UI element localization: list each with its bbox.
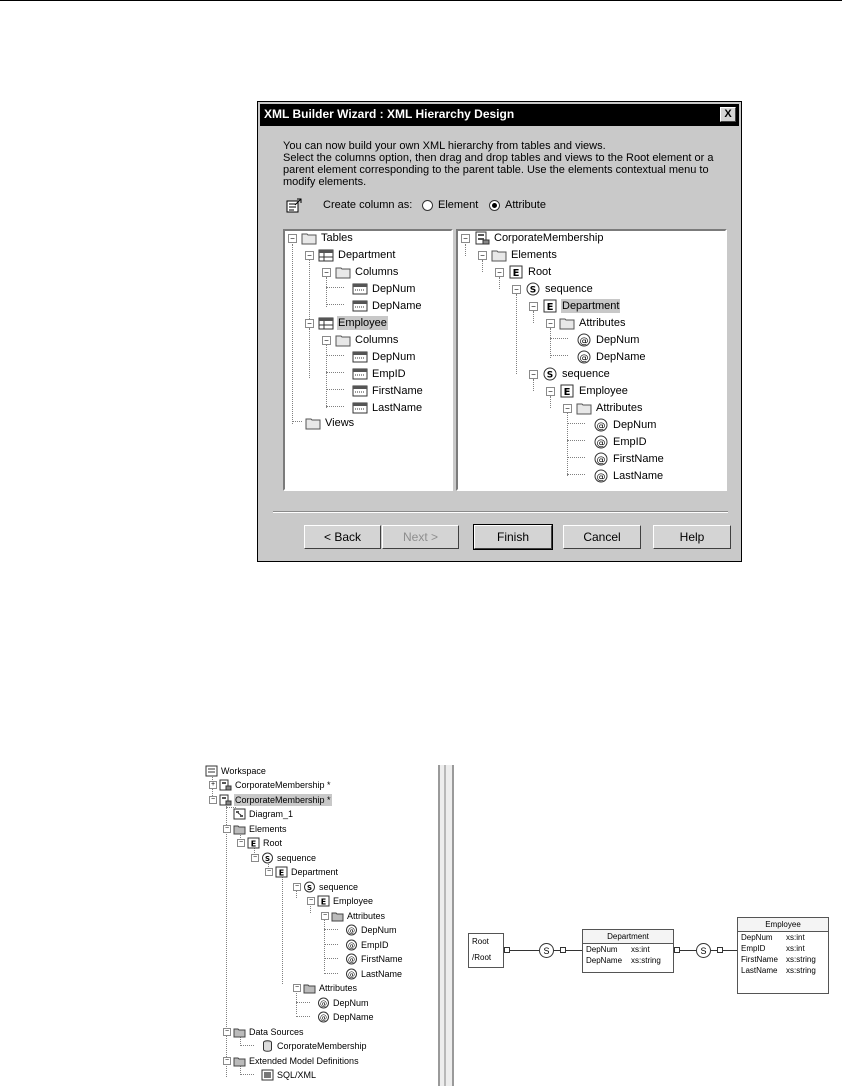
department-element-box[interactable] <box>582 929 674 973</box>
collapse-icon[interactable]: − <box>322 336 331 345</box>
collapse-icon[interactable]: − <box>461 234 470 243</box>
attribute-icon <box>317 997 330 1009</box>
collapse-icon[interactable]: − <box>478 251 487 260</box>
sequence-icon <box>303 881 316 893</box>
collapse-icon[interactable]: − <box>294 984 300 991</box>
table-icon <box>318 316 334 330</box>
collapse-icon[interactable]: − <box>546 319 555 328</box>
tree-label: DepNum <box>372 351 416 363</box>
connector-line <box>510 950 539 951</box>
tree-label: DepNum <box>372 283 416 295</box>
cancel-button[interactable]: Cancel <box>563 525 641 549</box>
tree-label: Root <box>263 838 283 848</box>
instruction-line-3: parent element corresponding to the parent table. Use the elements contextual menu to <box>283 164 709 176</box>
tree-label: FirstName <box>361 954 403 964</box>
svg-text:@: @ <box>579 336 589 347</box>
sequence-icon <box>542 367 558 381</box>
tree-label: DepNum <box>333 998 369 1008</box>
tree-label: DepNum <box>361 925 397 935</box>
column-icon <box>352 384 368 398</box>
back-button[interactable]: < Back <box>304 525 381 549</box>
folder-icon <box>303 982 316 994</box>
svg-text:S: S <box>264 855 271 863</box>
svg-text:E: E <box>512 268 520 279</box>
tree-label: Employee <box>579 385 628 397</box>
tree-label: CorporateMembership <box>277 1041 367 1051</box>
tree-label: Employee <box>338 317 387 329</box>
column-icon <box>352 350 368 364</box>
svg-text:E: E <box>546 302 554 313</box>
folder-icon <box>331 910 344 922</box>
tree-label: Tables <box>321 232 353 244</box>
svg-text:@: @ <box>596 455 606 466</box>
svg-text:@: @ <box>579 353 589 364</box>
collapse-icon[interactable]: − <box>495 268 504 277</box>
button-separator <box>273 511 728 513</box>
xml-diagram-canvas[interactable] <box>455 900 840 1000</box>
finish-button[interactable]: Finish <box>474 525 552 549</box>
properties-icon[interactable] <box>286 198 302 213</box>
element-radio-label[interactable]: Element <box>438 199 479 211</box>
tree-label: Root <box>528 266 552 278</box>
expand-icon[interactable]: + <box>210 781 216 788</box>
attribute-icon <box>317 1011 330 1023</box>
database-icon <box>261 1040 274 1052</box>
column-icon <box>352 367 368 381</box>
connector-line <box>566 950 582 951</box>
department-attr-row: DepNum xs:int <box>586 945 650 954</box>
tree-label: Diagram_1 <box>249 809 294 819</box>
collapse-icon[interactable]: − <box>308 897 314 904</box>
attribute-icon <box>593 435 609 449</box>
tree-label: sequence <box>562 368 610 380</box>
tree-label: Department <box>562 300 620 312</box>
svg-text:@: @ <box>348 942 355 950</box>
collapse-icon[interactable]: − <box>546 387 555 396</box>
tree-label: DepName <box>333 1012 374 1022</box>
tree-label: Extended Model Definitions <box>249 1056 359 1066</box>
tree-label: LastName <box>372 402 423 414</box>
svg-text:E: E <box>278 868 285 878</box>
xml-hierarchy-tree-pane[interactable] <box>456 229 727 491</box>
tree-label: Workspace <box>221 766 266 776</box>
create-column-options <box>286 199 716 213</box>
tree-label: Attributes <box>596 402 643 414</box>
folder-icon <box>335 265 351 279</box>
tree-label: EmpID <box>361 940 389 950</box>
svg-text:E: E <box>563 387 571 398</box>
tree-label: DepNum <box>613 419 657 431</box>
folder-icon <box>233 1026 246 1038</box>
sequence-icon <box>525 282 541 296</box>
tree-label: DepName <box>596 351 646 363</box>
svg-text:@: @ <box>348 956 355 964</box>
folder-icon <box>305 416 321 430</box>
tree-label: Elements <box>511 249 557 261</box>
element-icon <box>317 895 330 907</box>
column-icon <box>352 282 368 296</box>
model-icon <box>219 794 232 806</box>
attribute-radio-label[interactable]: Attribute <box>505 199 546 211</box>
help-button[interactable]: Help <box>653 525 731 549</box>
tree-label: DepName <box>372 300 422 312</box>
collapse-icon[interactable]: − <box>322 268 331 277</box>
tree-label: Views <box>325 417 355 429</box>
collapse-icon[interactable]: − <box>305 251 314 260</box>
svg-text:S: S <box>529 285 537 296</box>
collapse-icon[interactable]: − <box>288 234 297 243</box>
root-element-name: Root <box>472 937 489 946</box>
tree-label: LastName <box>613 470 664 482</box>
tree-label: CorporateMembership <box>494 232 604 244</box>
collapse-icon[interactable]: − <box>529 302 538 311</box>
folder-icon <box>491 248 507 262</box>
folder-icon <box>301 231 317 245</box>
attribute-icon <box>593 452 609 466</box>
collapse-icon[interactable]: − <box>210 796 216 803</box>
column-icon <box>352 299 368 313</box>
tree-label: SQL/XML <box>277 1070 317 1080</box>
xml-model-icon <box>474 231 490 245</box>
tree-label: Department <box>291 867 339 877</box>
attribute-icon <box>576 333 592 347</box>
folder-icon <box>233 823 246 835</box>
connector-line <box>723 950 737 951</box>
department-box-title: Department <box>583 930 673 944</box>
svg-text:@: @ <box>596 472 606 483</box>
collapse-icon[interactable]: − <box>322 912 328 919</box>
tree-label: Attributes <box>319 983 358 993</box>
collapse-icon[interactable]: − <box>224 1057 230 1064</box>
folder-icon <box>233 1055 246 1067</box>
workspace-icon <box>205 765 218 777</box>
connector-line <box>680 950 696 951</box>
element-icon <box>275 866 288 878</box>
instruction-line-4: modify elements. <box>283 176 367 188</box>
tree-label: Elements <box>249 824 287 834</box>
tree-label: FirstName <box>613 453 664 465</box>
svg-text:S: S <box>306 884 313 892</box>
next-button[interactable]: Next > <box>382 525 459 549</box>
table-icon <box>318 248 334 262</box>
model-icon <box>219 779 232 791</box>
tree-label: Attributes <box>579 317 626 329</box>
close-icon[interactable]: X <box>720 107 736 122</box>
tree-label: Columns <box>355 334 399 346</box>
xml-builder-wizard-dialog <box>257 101 742 562</box>
sequence-icon <box>261 852 274 864</box>
svg-text:@: @ <box>348 971 355 979</box>
collapse-icon[interactable]: − <box>266 868 272 875</box>
tables-tree-pane[interactable] <box>283 229 453 491</box>
connector-line <box>554 950 560 951</box>
connector-line <box>711 950 717 951</box>
collapse-icon[interactable]: − <box>529 370 538 379</box>
tree-label: Department <box>338 249 396 261</box>
collapse-icon[interactable]: − <box>294 883 300 890</box>
root-element-box[interactable] <box>468 933 504 968</box>
attribute-icon <box>345 924 358 936</box>
folder-icon <box>335 333 351 347</box>
department-attr-row: DepName xs:string <box>586 956 661 965</box>
svg-text:@: @ <box>596 421 606 432</box>
attribute-icon <box>593 469 609 483</box>
attribute-radio[interactable] <box>489 200 500 211</box>
element-icon <box>559 384 575 398</box>
tree-label: CorporateMembership * <box>235 795 331 805</box>
svg-text:@: @ <box>596 438 606 449</box>
sequence-1-node[interactable]: S <box>539 943 554 958</box>
collapse-icon[interactable]: − <box>252 854 258 861</box>
collapse-icon[interactable]: − <box>563 404 572 413</box>
attribute-icon <box>345 953 358 965</box>
root-element-path: /Root <box>472 953 492 962</box>
collapse-icon[interactable]: − <box>238 839 244 846</box>
attribute-icon <box>345 939 358 951</box>
tree-label: Attributes <box>347 911 386 921</box>
svg-text:@: @ <box>320 1000 327 1008</box>
collapse-icon[interactable]: − <box>305 319 314 328</box>
dialog-title: XML Builder Wizard : XML Hierarchy Design <box>264 107 515 121</box>
svg-text:S: S <box>546 370 554 381</box>
attribute-icon <box>345 968 358 980</box>
attribute-icon <box>593 418 609 432</box>
instruction-line-2: Select the columns option, then drag and drop tables and views to the Root element or a <box>283 152 714 164</box>
tree-label: EmpID <box>613 436 647 448</box>
employee-element-box[interactable] <box>737 917 829 994</box>
employee-box-title: Employee <box>738 918 828 932</box>
xem-file-icon <box>261 1069 274 1081</box>
tree-label: sequence <box>319 882 359 892</box>
tree-label: CorporateMembership * <box>235 780 331 790</box>
employee-attr-row: FirstName xs:string <box>741 955 816 964</box>
tree-label: Columns <box>355 266 399 278</box>
tree-label: FirstName <box>372 385 423 397</box>
svg-text:@: @ <box>348 927 355 935</box>
pane-splitter[interactable] <box>438 765 454 1086</box>
employee-attr-row: EmpID xs:int <box>741 944 805 953</box>
element-icon <box>542 299 558 313</box>
folder-icon <box>576 401 592 415</box>
employee-attr-row: DepNum xs:int <box>741 933 805 942</box>
svg-text:E: E <box>250 839 257 849</box>
dialog-instructions <box>283 140 735 188</box>
tree-label: sequence <box>545 283 593 295</box>
instruction-line-1: You can now build your own XML hierarchy from tables and views. <box>283 140 606 152</box>
element-radio[interactable] <box>422 200 433 211</box>
employee-attr-row: LastName xs:string <box>741 966 816 975</box>
tree-label: Data Sources <box>249 1027 304 1037</box>
sequence-2-node[interactable]: S <box>696 943 711 958</box>
collapse-icon[interactable]: − <box>512 285 521 294</box>
svg-text:@: @ <box>320 1014 327 1022</box>
dialog-title-bar[interactable] <box>260 104 739 126</box>
attribute-icon <box>576 350 592 364</box>
page-top-rule <box>0 0 842 1</box>
tree-label: sequence <box>277 853 317 863</box>
svg-text:E: E <box>320 897 327 907</box>
tree-label: EmpID <box>372 368 406 380</box>
collapse-icon[interactable]: − <box>224 825 230 832</box>
workspace-browser[interactable] <box>203 760 435 1086</box>
element-icon <box>508 265 524 279</box>
tree-label: LastName <box>361 969 403 979</box>
element-icon <box>247 837 260 849</box>
tree-label: DepNum <box>596 334 640 346</box>
diagram-icon <box>233 808 246 820</box>
folder-icon <box>559 316 575 330</box>
tree-label: Employee <box>333 896 374 906</box>
collapse-icon[interactable]: − <box>224 1028 230 1035</box>
column-icon <box>352 401 368 415</box>
create-column-label: Create column as: <box>323 199 413 211</box>
